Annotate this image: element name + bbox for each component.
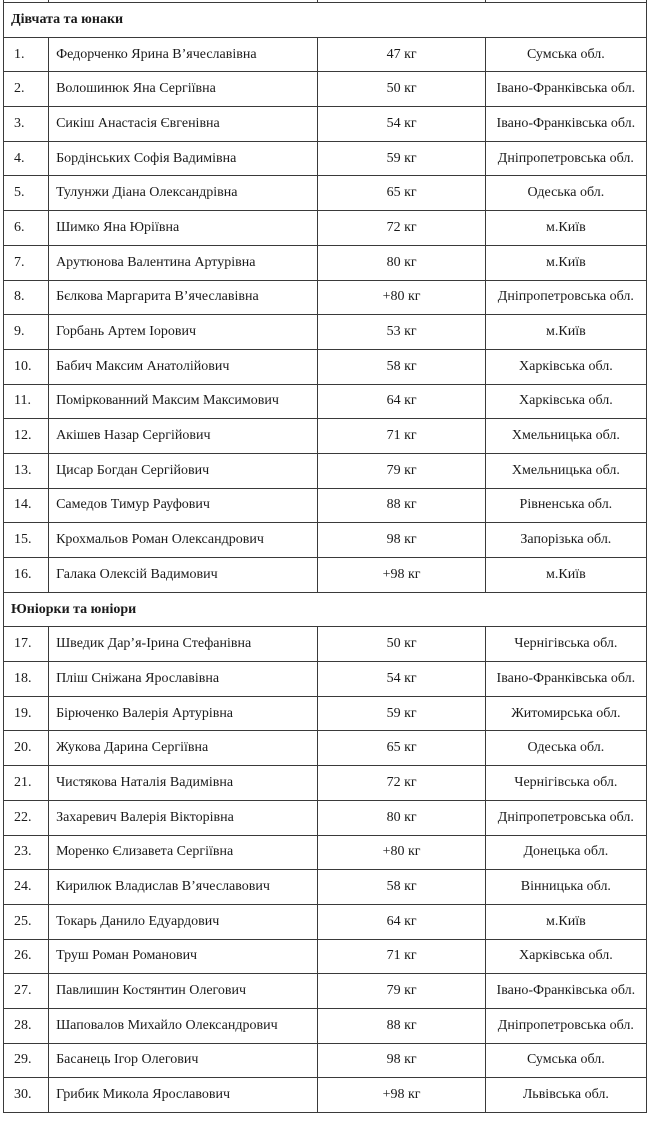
weight-category: 64 кг	[318, 904, 485, 939]
table-row	[4, 835, 647, 870]
table-row	[4, 662, 647, 697]
table-row	[4, 627, 647, 662]
region: Івано-Франківська обл.	[485, 662, 646, 697]
weight-category: 98 кг	[318, 523, 485, 558]
table-row	[4, 315, 647, 350]
table-row	[4, 766, 647, 801]
region: Рівненська обл.	[485, 488, 646, 523]
row-number: 25.	[4, 904, 49, 939]
weight-category: +98 кг	[318, 1078, 485, 1113]
region: Дніпропетровська обл.	[485, 1008, 646, 1043]
weight-category: 64 кг	[318, 384, 485, 419]
row-number: 1.	[4, 37, 49, 72]
athlete-name: Арутюнова Валентина Артурівна	[49, 245, 318, 280]
weight-category: 71 кг	[318, 419, 485, 454]
region: Харківська обл.	[485, 384, 646, 419]
section-title: Юніорки та юніори	[4, 592, 647, 627]
row-number: 30.	[4, 1078, 49, 1113]
weight-category: 88 кг	[318, 488, 485, 523]
weight-category: 59 кг	[318, 141, 485, 176]
table-row	[4, 349, 647, 384]
table-row	[4, 453, 647, 488]
row-number: 17.	[4, 627, 49, 662]
athlete-name: Басанець Ігор Олегович	[49, 1043, 318, 1078]
table-row	[4, 280, 647, 315]
table-row	[4, 384, 647, 419]
athlete-name: Бабич Максим Анатолійович	[49, 349, 318, 384]
row-number: 18.	[4, 662, 49, 697]
region: Житомирська обл.	[485, 696, 646, 731]
region: Івано-Франківська обл.	[485, 107, 646, 142]
table-row	[4, 1008, 647, 1043]
athlete-name: Поміркованний Максим Максимович	[49, 384, 318, 419]
region: Дніпропетровська обл.	[485, 141, 646, 176]
athlete-name: Федорченко Ярина В’ячеславівна	[49, 37, 318, 72]
row-number: 28.	[4, 1008, 49, 1043]
athlete-name: Бєлкова Маргарита В’ячеславівна	[49, 280, 318, 315]
athlete-name: Тулунжи Діана Олександрівна	[49, 176, 318, 211]
athlete-name: Кирилюк Владислав В’ячеславович	[49, 870, 318, 905]
weight-category: +80 кг	[318, 280, 485, 315]
table-row	[4, 211, 647, 246]
region: м.Київ	[485, 558, 646, 593]
athlete-name: Крохмальов Роман Олександрович	[49, 523, 318, 558]
region: Запорізька обл.	[485, 523, 646, 558]
table-row	[4, 419, 647, 454]
table-row	[4, 37, 647, 72]
weight-category: 53 кг	[318, 315, 485, 350]
athlete-name: Цисар Богдан Сергійович	[49, 453, 318, 488]
row-number: 8.	[4, 280, 49, 315]
row-number: 19.	[4, 696, 49, 731]
athlete-name: Чистякова Наталія Вадимівна	[49, 766, 318, 801]
region: Харківська обл.	[485, 349, 646, 384]
table-row	[4, 800, 647, 835]
table-row	[4, 107, 647, 142]
weight-category: 58 кг	[318, 870, 485, 905]
athlete-name: Бірюченко Валерія Артурівна	[49, 696, 318, 731]
weight-category: 54 кг	[318, 662, 485, 697]
region: Чернігівська обл.	[485, 766, 646, 801]
table-row	[4, 141, 647, 176]
athlete-name: Бордінських Софія Вадимівна	[49, 141, 318, 176]
table-row	[4, 176, 647, 211]
weight-category: 71 кг	[318, 939, 485, 974]
athlete-name: Шведик Дар’я-Ірина Стефанівна	[49, 627, 318, 662]
row-number: 10.	[4, 349, 49, 384]
region: Чернігівська обл.	[485, 627, 646, 662]
table-row	[4, 558, 647, 593]
row-number: 7.	[4, 245, 49, 280]
row-number: 5.	[4, 176, 49, 211]
region: Харківська обл.	[485, 939, 646, 974]
athlete-name: Самедов Тимур Рауфович	[49, 488, 318, 523]
athlete-name: Жукова Дарина Сергіївна	[49, 731, 318, 766]
row-number: 2.	[4, 72, 49, 107]
region: м.Київ	[485, 211, 646, 246]
athlete-name: Сикіш Анастасія Євгенівна	[49, 107, 318, 142]
row-number: 16.	[4, 558, 49, 593]
athletes-table	[3, 0, 647, 1113]
athlete-name: Павлишин Костянтин Олегович	[49, 974, 318, 1009]
athlete-name: Захаревич Валерія Вікторівна	[49, 800, 318, 835]
weight-category: 80 кг	[318, 245, 485, 280]
row-number: 29.	[4, 1043, 49, 1078]
weight-category: 88 кг	[318, 1008, 485, 1043]
weight-category: 72 кг	[318, 766, 485, 801]
weight-category: 58 кг	[318, 349, 485, 384]
region: Дніпропетровська обл.	[485, 800, 646, 835]
region: Сумська обл.	[485, 37, 646, 72]
weight-category: 59 кг	[318, 696, 485, 731]
weight-category: 65 кг	[318, 176, 485, 211]
weight-category: 50 кг	[318, 627, 485, 662]
weight-category: 98 кг	[318, 1043, 485, 1078]
weight-category: 50 кг	[318, 72, 485, 107]
weight-category: 79 кг	[318, 453, 485, 488]
athlete-name: Волошинюк Яна Сергіївна	[49, 72, 318, 107]
athlete-name: Галака Олексій Вадимович	[49, 558, 318, 593]
athlete-name: Шимко Яна Юріївна	[49, 211, 318, 246]
athlete-name: Пліш Сніжана Ярославівна	[49, 662, 318, 697]
region: Івано-Франківська обл.	[485, 72, 646, 107]
athlete-name: Шаповалов Михайло Олександрович	[49, 1008, 318, 1043]
athlete-name: Труш Роман Романович	[49, 939, 318, 974]
region: м.Київ	[485, 245, 646, 280]
region: Одеська обл.	[485, 176, 646, 211]
table-row	[4, 731, 647, 766]
athlete-name: Горбань Артем Іорович	[49, 315, 318, 350]
region: м.Київ	[485, 315, 646, 350]
row-number: 12.	[4, 419, 49, 454]
row-number: 24.	[4, 870, 49, 905]
weight-category: +98 кг	[318, 558, 485, 593]
row-number: 22.	[4, 800, 49, 835]
table-row	[4, 696, 647, 731]
weight-category: 65 кг	[318, 731, 485, 766]
weight-category: 54 кг	[318, 107, 485, 142]
region: Вінницька обл.	[485, 870, 646, 905]
row-number: 6.	[4, 211, 49, 246]
table-row	[4, 245, 647, 280]
section-title: Дівчата та юнаки	[4, 3, 647, 38]
row-number: 20.	[4, 731, 49, 766]
row-number: 26.	[4, 939, 49, 974]
region: Дніпропетровська обл.	[485, 280, 646, 315]
region: Одеська обл.	[485, 731, 646, 766]
region: м.Київ	[485, 904, 646, 939]
row-number: 27.	[4, 974, 49, 1009]
table-row	[4, 1043, 647, 1078]
row-number: 13.	[4, 453, 49, 488]
athletes-table-body	[4, 0, 647, 1113]
weight-category: 47 кг	[318, 37, 485, 72]
row-number: 23.	[4, 835, 49, 870]
weight-category: 79 кг	[318, 974, 485, 1009]
table-row	[4, 1078, 647, 1113]
athlete-name: Моренко Єлизавета Сергіївна	[49, 835, 318, 870]
weight-category: 72 кг	[318, 211, 485, 246]
region: Сумська обл.	[485, 1043, 646, 1078]
row-number: 14.	[4, 488, 49, 523]
athlete-name: Токарь Данило Едуардович	[49, 904, 318, 939]
row-number: 15.	[4, 523, 49, 558]
row-number: 21.	[4, 766, 49, 801]
row-number: 3.	[4, 107, 49, 142]
region: Івано-Франківська обл.	[485, 974, 646, 1009]
weight-category: +80 кг	[318, 835, 485, 870]
athlete-name: Акішев Назар Сергійович	[49, 419, 318, 454]
region: Хмельницька обл.	[485, 453, 646, 488]
row-number: 11.	[4, 384, 49, 419]
table-row	[4, 974, 647, 1009]
region: Донецька обл.	[485, 835, 646, 870]
table-row	[4, 72, 647, 107]
row-number: 9.	[4, 315, 49, 350]
weight-category: 80 кг	[318, 800, 485, 835]
region: Львівська обл.	[485, 1078, 646, 1113]
table-row	[4, 939, 647, 974]
section-header-row	[4, 3, 647, 38]
table-row	[4, 523, 647, 558]
table-row	[4, 870, 647, 905]
region: Хмельницька обл.	[485, 419, 646, 454]
table-row	[4, 488, 647, 523]
table-row	[4, 904, 647, 939]
section-header-row	[4, 592, 647, 627]
athlete-name: Грибик Микола Ярославович	[49, 1078, 318, 1113]
row-number: 4.	[4, 141, 49, 176]
